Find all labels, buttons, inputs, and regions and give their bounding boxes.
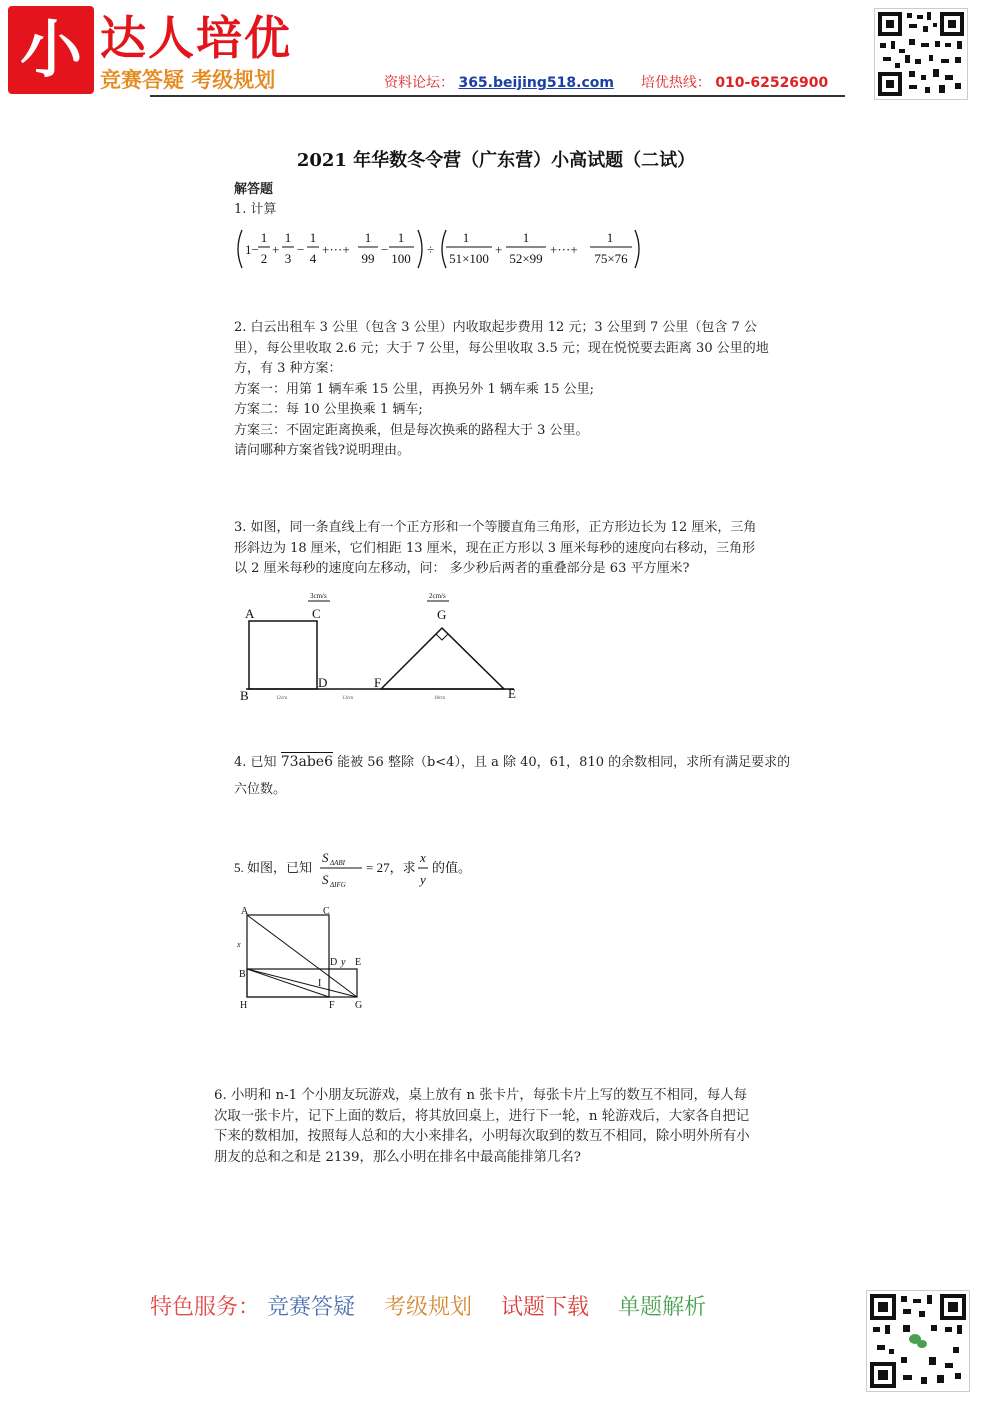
q5-denominator-sub: ΔIFG [330,881,346,889]
q3-line: 形斜边为 18 厘米，它们相距 13 厘米，现在正方形以 3 厘米每秒的速度向右移动，三角形 [234,540,756,556]
svg-text:100: 100 [391,251,411,266]
svg-text:52×99: 52×99 [509,251,543,266]
q5-numerator: S [322,850,329,865]
label-x: x [237,940,241,949]
q3-figure [234,588,534,717]
footer-item-solutions[interactable]: 单题解析 [618,1295,707,1320]
svg-text:2: 2 [260,251,268,266]
label-F: F [374,675,382,690]
q5-prefix: 5. 如图，已知 [234,860,313,875]
footer-item-downloads[interactable]: 试题下载 [501,1295,590,1320]
q5-denominator: S [322,872,329,887]
q5-ratio-den: y [420,872,426,887]
q2-line: 方案三：不固定距离换乘，但是每次换乘的路程大于 3 公里。 [234,422,589,438]
label-C: C [323,906,330,917]
q2-line: 里），每公里收取 2.6 元；大于 7 公里，每公里收取 3.5 元；现在悦悦要去距离 30 公里的地 [234,340,769,356]
q3-line: 3. 如图，同一条直线上有一个正方形和一个等腰直角三角形，正方形边长为 12 厘米，三角 [234,520,757,535]
q2-line: 请问哪种方案省钱?说明理由。 [234,443,410,458]
q5-figure [234,902,374,1018]
svg-text:1: 1 [522,230,530,245]
footer-item-competition[interactable]: 竞赛答疑 [267,1295,356,1320]
label-F: F [329,1000,335,1011]
speed-label-square: 3cm/s [310,592,327,600]
q4-line-1 [234,752,790,774]
label-G: G [355,1000,363,1011]
q5-numerator-sub: ΔABI [330,859,345,867]
footer-services [150,1290,728,1321]
dim-gap: 13cm [342,696,354,701]
q4-prefix: 4. 已知 [234,755,277,770]
label-y: y [341,957,346,968]
label-D: D [318,675,328,690]
speed-label-triangle: 2cm/s [429,592,446,600]
header-info [384,72,828,92]
svg-text:+···+: +···+ [322,242,350,257]
q5-equals: = 27，求 [366,860,416,875]
dim-square: 12cm [276,696,288,701]
svg-text:−: − [381,242,389,257]
q4-line-2: 六位数。 [234,782,287,797]
label-D: D [330,957,338,968]
q5-ratio-num: x [420,850,426,865]
q2-line: 方，有 3 种方案： [234,361,342,376]
label-B: B [239,969,246,980]
q6-block [214,1086,750,1168]
svg-text:1: 1 [397,230,405,245]
svg-text:75×76: 75×76 [594,251,628,266]
label-B: B [240,688,249,703]
logo-title: 达人培优 [100,11,292,65]
section-heading: 解答题 [234,182,274,197]
q2-line: 方案一：用第 1 辆车乘 15 公里，再换另外 1 辆车乘 15 公里; [234,381,595,397]
svg-text:1: 1 [364,230,372,245]
document-title: 2021 年华数冬令营（广东营）小高试题（二试） [296,150,696,171]
svg-text:3: 3 [284,251,292,266]
label-C: C [312,606,321,621]
footer-label: 特色服务： [150,1295,261,1320]
label-E: E [355,957,362,968]
svg-text:4: 4 [309,251,317,266]
forum-link[interactable]: 365.beijing518.com [458,75,614,91]
q4-suffix: 能被 56 整除（b<4），且 a 除 40，61，810 的余数相同，求所有满足要求的 [337,755,791,770]
qr-code-icon [874,8,968,100]
svg-text:1: 1 [606,230,614,245]
svg-text:1−: 1− [245,242,259,257]
q3-block [234,518,756,580]
q5-line [234,846,494,896]
label-G: G [437,607,447,622]
logo-mark: 小 [8,6,94,94]
svg-text:÷: ÷ [427,242,435,257]
svg-text:−: − [297,242,305,257]
svg-text:+: + [495,242,503,257]
q6-line: 6. 小明和 n-1 个小朋友玩游戏，桌上放有 n 张卡片，每张卡片上写的数互不相同，每人每 [214,1088,748,1103]
label-A: A [245,606,255,621]
svg-text:1: 1 [260,230,268,245]
q2-block [234,318,769,462]
svg-text:99: 99 [361,251,375,266]
dim-triangle: 18cm [434,696,446,701]
svg-text:51×100: 51×100 [449,251,489,266]
large-square [247,915,329,997]
q6-line: 次取一张卡片，记下上面的数后，将其放回桌上，进行下一轮，n 轮游戏后，大家各自把记 [214,1108,750,1124]
q3-line: 以 2 厘米每秒的速度向左移动，问： 多少秒后两者的重叠部分是 63 平方厘米? [234,561,690,576]
footer-item-exam-planning[interactable]: 考级规划 [384,1295,473,1320]
triangle-shape [381,628,504,689]
svg-text:+···+: +···+ [550,242,578,257]
svg-text:1: 1 [462,230,470,245]
q1-label: 1. 计算 [234,202,277,217]
square-shape [249,621,317,689]
q5-suffix: 的值。 [432,860,472,875]
q1-formula [234,226,654,276]
q2-line: 方案二：每 10 公里换乘 1 辆车; [234,402,423,417]
q4-overlined-number: 73abe6 [280,754,334,770]
forum-label: 资料论坛： [384,75,454,91]
header-divider [150,95,845,97]
label-I: I [318,978,322,989]
svg-text:+: + [272,242,280,257]
q6-line: 朋友的总和之和是 2139，那么小明在排名中最高能排第几名? [214,1149,581,1165]
label-A: A [241,906,249,917]
q6-line: 下来的数相加，按照每人总和的大小来排名，小明每次取到的数互不相同，除小明外所有小 [214,1129,750,1144]
hotline-number: 010-62526900 [715,75,829,91]
label-E: E [508,686,516,701]
svg-text:1: 1 [284,230,292,245]
label-H: H [240,1000,248,1011]
q2-line: 2. 白云出租车 3 公里（包含 3 公里）内收取起步费用 12 元；3 公里到 7 公里（包含 7 公 [234,320,757,335]
logo-subtitle: 竞赛答疑 考级规划 [100,68,276,92]
hotline-label: 培优热线： [640,75,711,91]
svg-text:1: 1 [309,230,317,245]
wechat-qr-code-icon [866,1290,970,1392]
